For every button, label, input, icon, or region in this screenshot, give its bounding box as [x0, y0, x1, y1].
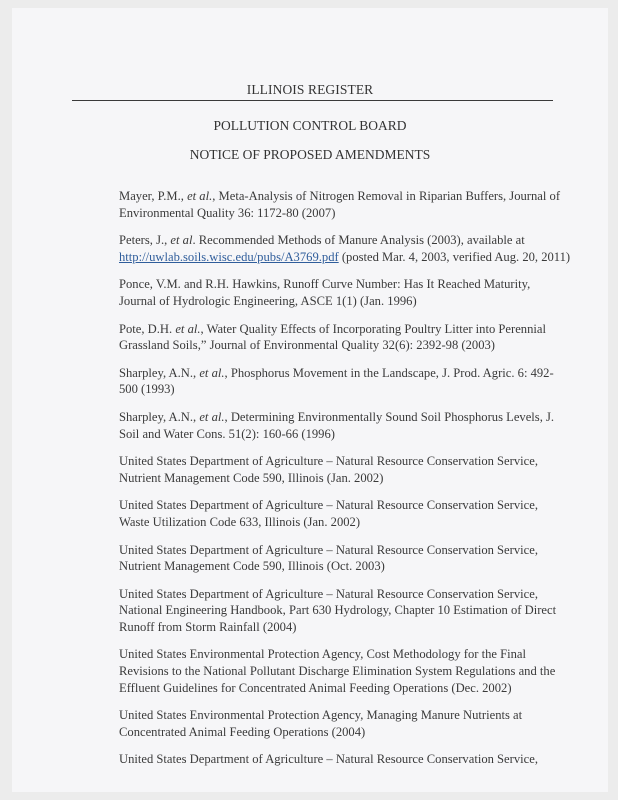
register-title: ILLINOIS REGISTER: [246, 82, 374, 97]
board-heading: POLLUTION CONTROL BOARD: [213, 118, 407, 133]
reference-item: United States Department of Agriculture – Natural Resource Conservation Service,: [119, 752, 538, 767]
reference-item: Sharpley, A.N., et al., Phosphorus Movement in the Landscape, J. Prod. Agric. 6: 492- 500 (1993): [119, 365, 554, 397]
reference-item: Ponce, V.M. and R.H. Hawkins, Runoff Curve Number: Has It Reached Maturity, Journal of Hydrologic Engineering, ASCE 1(1) (Jan. 1996): [119, 277, 531, 308]
notice-heading: NOTICE OF PROPOSED AMENDMENTS: [189, 147, 431, 162]
reference-item: United States Department of Agriculture – Natural Resource Conservation Service, Waste Utilization Code 633, Illinois (Jan. 2002): [119, 498, 538, 529]
reference-link[interactable]: http://uwlab.soils.wisc.edu/pubs/A3769.pdf: [119, 249, 339, 264]
reference-item: Pote, D.H. et al., Water Quality Effects of Incorporating Poultry Litter into Perennial Grassland Soils,” Journal of Environmental Quality 32(6): 2392-98 (2003): [119, 321, 546, 353]
reference-item: Peters, J., et al. Recommended Methods of Manure Analysis (2003), available at http://uwlab.soils.wisc.edu/pubs/A3769.pdf (posted Mar. 4, 2003, verified Aug. 20, 2011): [119, 233, 571, 264]
reference-item: United States Environmental Protection Agency, Cost Methodology for the Final Revisions to the National Pollutant Discharge Elimination System Regulations and the Effluent Guidelines for Concentrated Animal Feeding Operations (Dec. 2002): [119, 647, 556, 695]
document-page: [12, 8, 608, 792]
reference-item: United States Department of Agriculture – Natural Resource Conservation Service, Nutrient Management Code 590, Illinois (Oct. 2003): [119, 542, 538, 574]
reference-item: United States Environmental Protection Agency, Managing Manure Nutrients at Concentrated Animal Feeding Operations (2004): [119, 708, 523, 739]
reference-item: Mayer, P.M., et al., Meta-Analysis of Nitrogen Removal in Riparian Buffers, Journal of Environmental Quality 36: 1172-80 (2007): [119, 189, 561, 220]
reference-item: United States Department of Agriculture – Natural Resource Conservation Service, National Engineering Handbook, Part 630 Hydrology, Chapter 10 Estimation of Direct Runoff from Storm Rainfall (2004): [119, 586, 557, 634]
reference-list: [119, 188, 571, 779]
reference-item: Sharpley, A.N., et al., Determining Environmentally Sound Soil Phosphorus Levels, J. Soil and Water Cons. 51(2): 160-66 (1996): [119, 409, 555, 441]
header-divider: [72, 100, 553, 101]
reference-item: United States Department of Agriculture – Natural Resource Conservation Service, Nutrient Management Code 590, Illinois (Jan. 2002): [119, 454, 538, 485]
